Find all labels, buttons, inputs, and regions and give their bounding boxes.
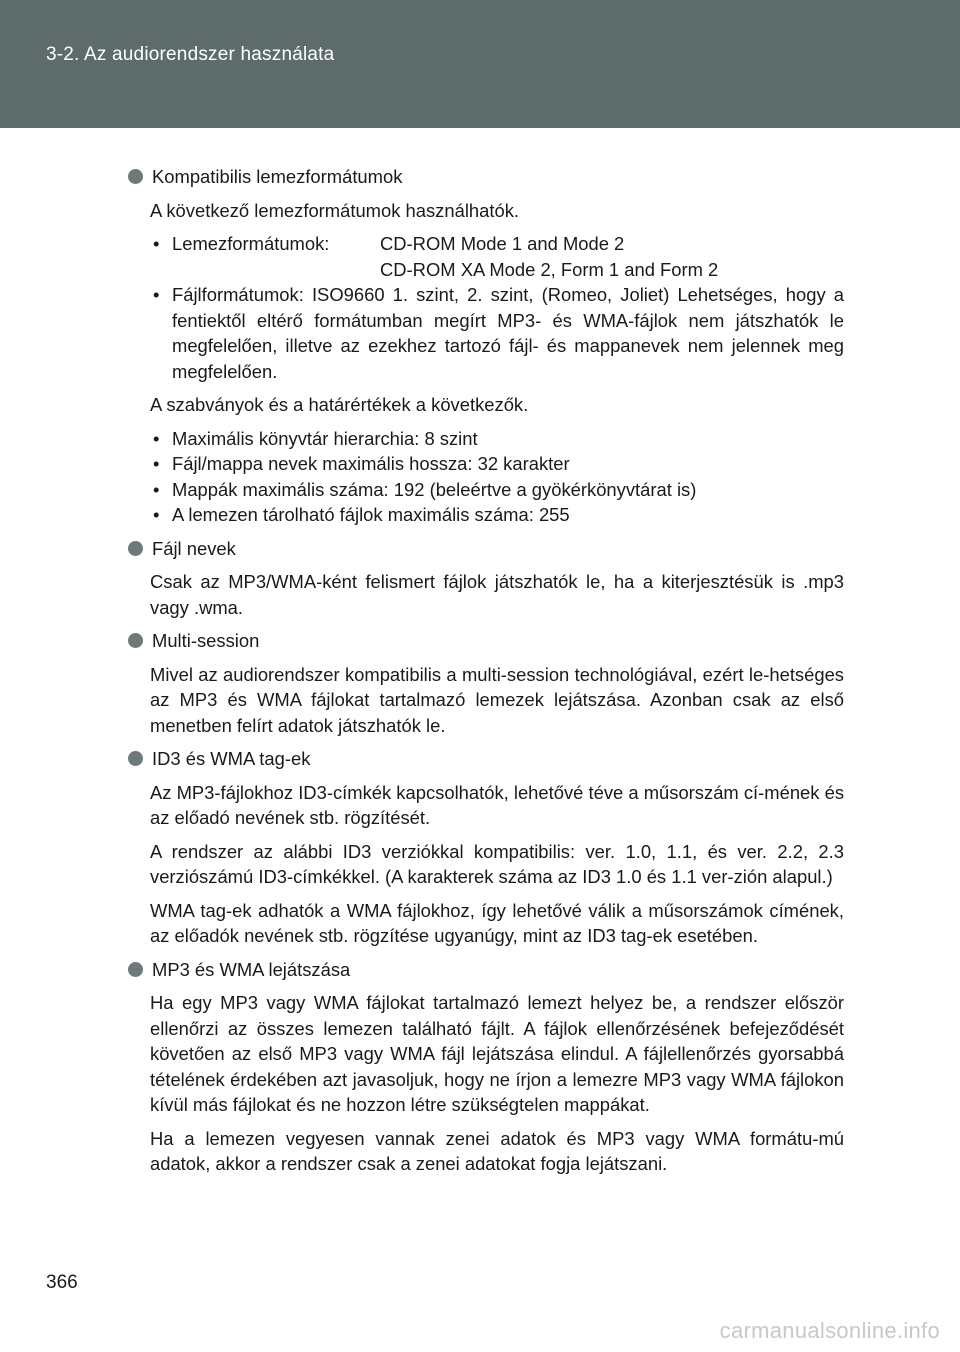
heading-text: ID3 és WMA tag-ek — [152, 748, 311, 769]
paragraph: Csak az MP3/WMA-ként felismert fájlok játszhatók le, ha a kiterjesztésük is .mp3 vagy .wma. — [150, 571, 844, 618]
formats-label: • Lemezformátumok: — [172, 233, 330, 254]
list-item: • Fájl/mappa nevek maximális hossza: 32 karakter — [150, 451, 844, 477]
heading-compatible-formats — [128, 164, 844, 190]
heading-multi-session — [128, 628, 844, 654]
paragraph: Ha a lemezen vegyesen vannak zenei adatok és MP3 vagy WMA formátu-mú adatok, akkor a rendszer csak a zenei adatokat fogja lejátszani. — [150, 1127, 844, 1174]
section-title: 3-2. Az audiorendszer használata — [46, 44, 335, 65]
circle-bullet-icon — [128, 962, 143, 977]
list-item: • A lemezen tárolható fájlok maximális száma: 255 — [150, 502, 844, 528]
format-value: CD-ROM XA Mode 2, Form 1 and Form 2 — [380, 258, 719, 280]
paragraph: A szabványok és a határértékek a következők. — [150, 394, 529, 415]
page-content — [128, 164, 844, 1185]
paragraph: Mivel az audiorendszer kompatibilis a multi-session technológiával, ezért le-hetséges az MP3 és WMA fájlokat tartalmazó lemezek lejátszása. Azonban csak az első menetben felírt adatok játszhatók le. — [150, 663, 844, 736]
watermark: carmanualsonline.info — [719, 1318, 940, 1343]
heading-file-names — [128, 536, 844, 562]
circle-bullet-icon — [128, 541, 143, 556]
circle-bullet-icon — [128, 169, 143, 184]
heading-text: Multi-session — [152, 630, 260, 651]
format-value: CD-ROM Mode 1 and Mode 2 — [380, 233, 625, 254]
circle-bullet-icon — [128, 751, 143, 766]
heading-text: MP3 és WMA lejátszása — [152, 958, 351, 980]
paragraph: A rendszer az alábbi ID3 verziókkal kompatibilis: ver. 1.0, 1.1, és ver. 2.2, 2.3 verziószámú ID3-címkékkel. (A karakterek száma az ID3 1.0 és 1.1 ver-zión alapul.) — [150, 840, 844, 887]
circle-bullet-icon — [128, 633, 143, 648]
header-band — [0, 0, 960, 128]
bullet-list — [150, 426, 844, 528]
list-item: • Mappák maximális száma: 192 (beleértve a gyökérkönyvtárat is) — [150, 477, 844, 503]
heading-mp3-wma-playback — [128, 957, 844, 983]
paragraph: Az MP3-fájlokhoz ID3-címkék kapcsolhatók, lehetővé téve a műsorszám cí-mének és az előadó nevének stb. rögzítését. — [150, 781, 845, 828]
paragraph: Ha egy MP3 vagy WMA fájlokat tartalmazó lemezt helyez be, a rendszer először ellenőrzi az összes lemezen található fájlt. A fájlok ellenőrzésének befejeződését követően az első MP3 vagy WMA fájl lejátszása elindul. A fájlellenőrzés gyorsabbá tételének érdekében azt javasoljuk, hogy ne írjon a lemezre MP3 vagy WMA fájlokon kívül más fájlokat és ne hozzon létre szükségtelen mappákat. — [150, 992, 844, 1115]
heading-text: Kompatibilis lemezformátumok — [152, 166, 403, 187]
list-item: • Fájlformátumok: ISO9660 1. szint, 2. szint, (Romeo, Joliet) Lehetséges, hogy a fentiektől eltérő formátumban megírt MP3- és WMA-fájlok nem játszhatók le megfelelően, illetve az ezekhez tartozó fájl- és mappanevek nem jelennek meg megfelelően. — [150, 282, 844, 384]
bullet-list — [150, 231, 844, 384]
list-item — [150, 231, 844, 282]
paragraph: WMA tag-ek adhatók a WMA fájlokhoz, így lehetővé válik a műsorszámok címének, az előadók nevének stb. rögzítése ugyanúgy, mint az ID3 tag-ek esetében. — [150, 899, 844, 946]
page-number: 366 — [46, 1272, 78, 1293]
paragraph: A következő lemezformátumok használhatók. — [150, 199, 520, 221]
list-item: • Maximális könyvtár hierarchia: 8 szint — [150, 426, 844, 452]
heading-text: Fájl nevek — [152, 537, 236, 559]
heading-id3-wma-tags — [128, 746, 844, 772]
